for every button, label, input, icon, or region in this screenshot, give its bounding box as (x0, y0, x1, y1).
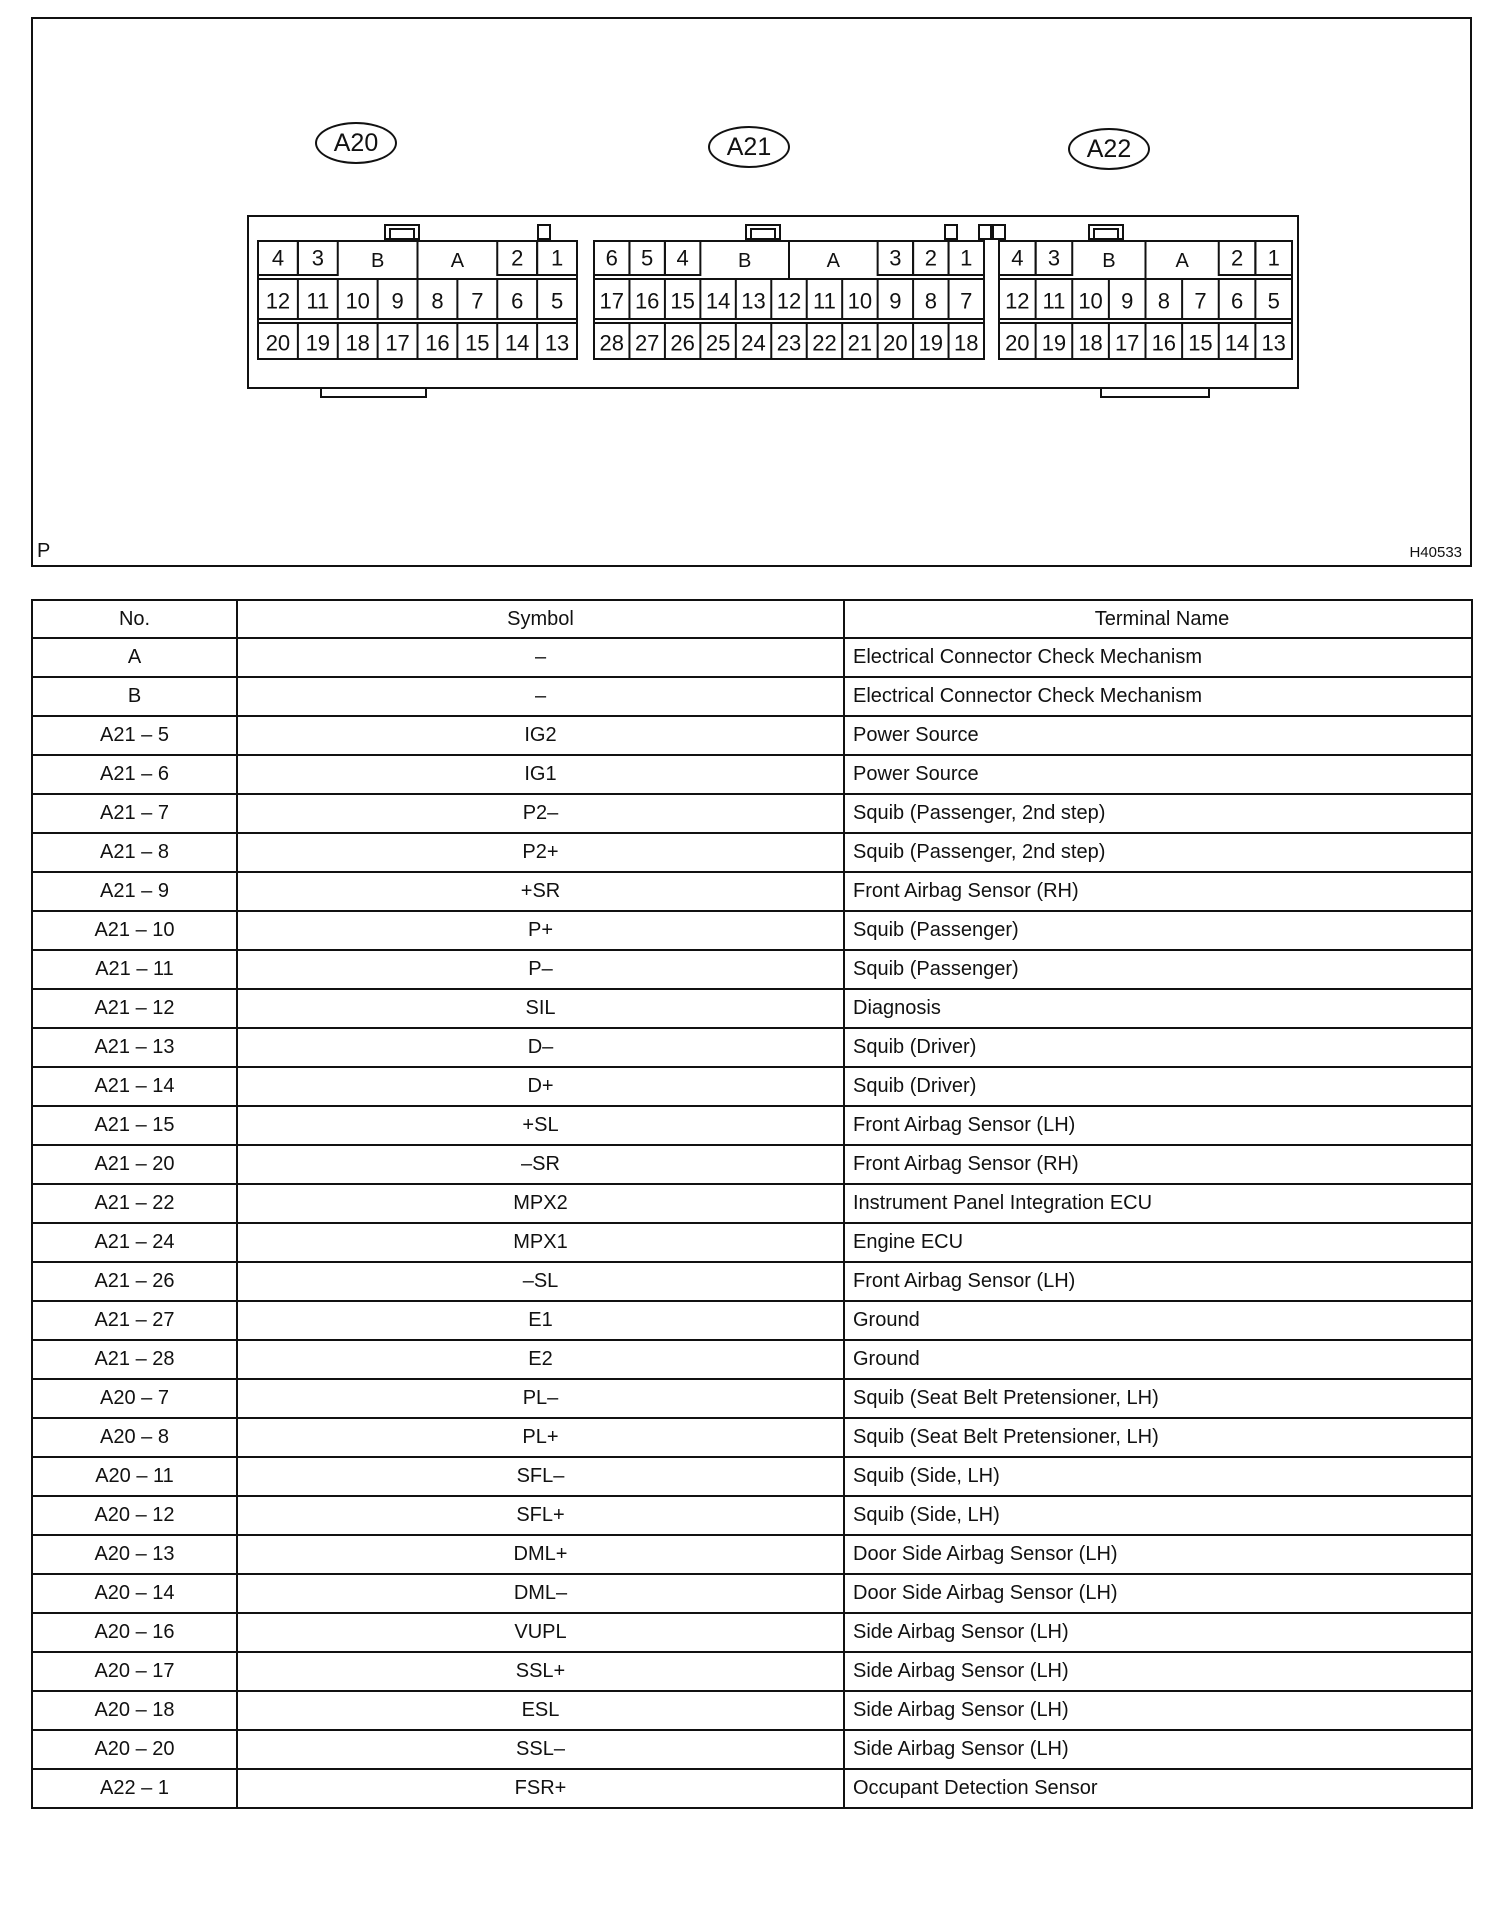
pin-label: 14 (705, 288, 731, 314)
pin-label: 20 (265, 330, 291, 356)
cell-no: A21 – 12 (32, 989, 237, 1028)
cell-terminal-name: Squib (Driver) (844, 1067, 1472, 1106)
figure-code: H40533 (1409, 544, 1462, 561)
table-row (32, 1145, 1472, 1184)
cell-terminal-name: Squib (Passenger, 2nd step) (844, 794, 1472, 833)
cell-no: A21 – 7 (32, 794, 237, 833)
cell-symbol: MPX2 (237, 1184, 844, 1223)
cell-terminal-name: Squib (Passenger) (844, 911, 1472, 950)
pin-label: 18 (1078, 330, 1103, 356)
pin-label: 20 (883, 330, 908, 356)
check-mechanism-b: B (738, 250, 752, 272)
corner-clip (993, 225, 1005, 239)
pin-label: 14 (504, 330, 530, 356)
cell-symbol: E1 (237, 1301, 844, 1340)
cell-symbol: D+ (237, 1067, 844, 1106)
pin-label: 11 (813, 288, 836, 314)
corner-clip (979, 225, 991, 239)
cell-symbol: +SR (237, 872, 844, 911)
pin-label: 9 (889, 288, 902, 314)
cell-terminal-name: Ground (844, 1340, 1472, 1379)
cell-no: A21 – 24 (32, 1223, 237, 1262)
cell-symbol: IG1 (237, 755, 844, 794)
table-row (32, 794, 1472, 833)
pin-label: 15 (670, 288, 695, 314)
cell-no: A21 – 22 (32, 1184, 237, 1223)
cell-symbol: ESL (237, 1691, 844, 1730)
cell-symbol: –SL (237, 1262, 844, 1301)
cell-symbol: FSR+ (237, 1769, 844, 1808)
pin-label: 16 (634, 288, 660, 314)
cell-no: A20 – 12 (32, 1496, 237, 1535)
pin-label: 18 (954, 330, 979, 356)
cell-no: A21 – 28 (32, 1340, 237, 1379)
cell-no: A21 – 9 (32, 872, 237, 911)
cell-symbol: – (237, 677, 844, 716)
cell-terminal-name: Power Source (844, 755, 1472, 794)
pin-label: 23 (776, 330, 802, 356)
cell-no: A20 – 20 (32, 1730, 237, 1769)
bottom-key (321, 388, 426, 397)
pin-label: 19 (918, 330, 944, 356)
header-terminal-name: Terminal Name (844, 600, 1472, 638)
pin-label: 1 (960, 245, 973, 271)
pin-label: 12 (776, 288, 802, 314)
pin-label: 9 (391, 288, 404, 314)
pin-label: 12 (265, 288, 291, 314)
connector-figure (31, 17, 1472, 567)
cell-terminal-name: Electrical Connector Check Mechanism (844, 677, 1472, 716)
cell-terminal-name: Power Source (844, 716, 1472, 755)
check-mechanism-a: A (1175, 250, 1189, 272)
pin-label: 16 (1151, 330, 1177, 356)
pin-label: 20 (1005, 330, 1030, 356)
pin-label: 13 (544, 330, 570, 356)
pin-label: 17 (599, 288, 624, 314)
pin-label: 12 (1005, 288, 1030, 314)
cell-terminal-name: Side Airbag Sensor (LH) (844, 1691, 1472, 1730)
cell-symbol: MPX1 (237, 1223, 844, 1262)
cell-symbol: SIL (237, 989, 844, 1028)
cell-terminal-name: Instrument Panel Integration ECU (844, 1184, 1472, 1223)
cell-terminal-name: Front Airbag Sensor (LH) (844, 1262, 1472, 1301)
pin-label: 6 (511, 288, 524, 314)
cell-terminal-name: Squib (Seat Belt Pretensioner, LH) (844, 1418, 1472, 1457)
cell-no: A20 – 14 (32, 1574, 237, 1613)
cell-no: B (32, 677, 237, 716)
pin-label: 16 (425, 330, 450, 356)
pin-label: 1 (1267, 245, 1280, 271)
pin-label: 7 (1194, 288, 1207, 314)
pin-label: 8 (924, 288, 937, 314)
table-row (32, 1184, 1472, 1223)
pin-label: 7 (960, 288, 973, 314)
cell-symbol: SSL+ (237, 1652, 844, 1691)
table-row (32, 1262, 1472, 1301)
pin-label: 4 (1011, 245, 1024, 271)
pin-label: 11 (306, 288, 330, 314)
pin-label: 14 (1224, 330, 1250, 356)
cell-no: A (32, 638, 237, 677)
pin-label: 6 (1230, 288, 1244, 314)
pin-label: 21 (847, 330, 873, 356)
cell-no: A20 – 17 (32, 1652, 237, 1691)
check-mechanism-b: B (370, 250, 385, 272)
pin-label: 6 (605, 245, 618, 271)
cell-no: A21 – 6 (32, 755, 237, 794)
check-mechanism-a: A (826, 250, 840, 272)
cell-no: A21 – 27 (32, 1301, 237, 1340)
table-row (32, 1574, 1472, 1613)
pin-label: 8 (431, 288, 444, 314)
pin-label: 5 (1267, 288, 1280, 314)
header-no: No. (32, 600, 237, 638)
cell-symbol: P– (237, 950, 844, 989)
pin-label: 2 (511, 245, 524, 271)
cell-no: A21 – 20 (32, 1145, 237, 1184)
pin-label: 27 (634, 330, 660, 356)
cell-symbol: PL+ (237, 1418, 844, 1457)
corner-clip (945, 225, 957, 239)
pin-label: 7 (471, 288, 484, 314)
terminal-table (31, 599, 1473, 1809)
cell-terminal-name: Squib (Passenger) (844, 950, 1472, 989)
pin-label: 8 (1157, 288, 1170, 314)
connector-label-a20: A20 (315, 122, 397, 164)
cell-symbol: SSL– (237, 1730, 844, 1769)
table-row (32, 716, 1472, 755)
table-row (32, 989, 1472, 1028)
cell-no: A21 – 10 (32, 911, 237, 950)
table-row (32, 1457, 1472, 1496)
cell-symbol: E2 (237, 1340, 844, 1379)
pin-label: 3 (889, 245, 902, 271)
pin-label: 4 (271, 245, 285, 271)
cell-no: A22 – 1 (32, 1769, 237, 1808)
cell-terminal-name: Side Airbag Sensor (LH) (844, 1730, 1472, 1769)
pin-label: 5 (641, 245, 654, 271)
connector-diagram (33, 19, 1470, 565)
pin-label: 19 (305, 330, 331, 356)
table-row (32, 950, 1472, 989)
table-row (32, 1691, 1472, 1730)
pin-label: 17 (1114, 330, 1140, 356)
pin-label: 10 (1078, 288, 1103, 314)
table-row (32, 911, 1472, 950)
cell-terminal-name: Side Airbag Sensor (LH) (844, 1613, 1472, 1652)
corner-mark: P (37, 540, 51, 562)
cell-terminal-name: Electrical Connector Check Mechanism (844, 638, 1472, 677)
cell-terminal-name: Squib (Seat Belt Pretensioner, LH) (844, 1379, 1472, 1418)
cell-terminal-name: Occupant Detection Sensor (844, 1769, 1472, 1808)
cell-terminal-name: Ground (844, 1301, 1472, 1340)
pin-label: 25 (705, 330, 731, 356)
table-row (32, 1223, 1472, 1262)
cell-symbol: –SR (237, 1145, 844, 1184)
corner-clip (538, 225, 550, 239)
cell-symbol: P+ (237, 911, 844, 950)
pin-label: 26 (670, 330, 695, 356)
table-row (32, 1730, 1472, 1769)
cell-symbol: VUPL (237, 1613, 844, 1652)
pin-label: 17 (385, 330, 410, 356)
table-row (32, 1418, 1472, 1457)
cell-terminal-name: Door Side Airbag Sensor (LH) (844, 1535, 1472, 1574)
cell-no: A21 – 8 (32, 833, 237, 872)
pin-label: 24 (741, 330, 766, 356)
pin-label: 3 (1047, 245, 1061, 271)
cell-symbol: P2+ (237, 833, 844, 872)
table-row (32, 833, 1472, 872)
cell-no: A21 – 13 (32, 1028, 237, 1067)
bottom-key (1101, 388, 1209, 397)
check-mechanism-b: B (1102, 250, 1116, 272)
table-row (32, 1613, 1472, 1652)
pin-label: 15 (465, 330, 490, 356)
table-row (32, 677, 1472, 716)
cell-symbol: DML– (237, 1574, 844, 1613)
cell-symbol: SFL+ (237, 1496, 844, 1535)
table-row (32, 755, 1472, 794)
table-row (32, 1301, 1472, 1340)
pin-label: 4 (676, 245, 689, 271)
check-mechanism-a: A (450, 250, 465, 272)
cell-terminal-name: Side Airbag Sensor (LH) (844, 1652, 1472, 1691)
table-row (32, 1379, 1472, 1418)
pin-label: 18 (345, 330, 370, 356)
cell-no: A21 – 14 (32, 1067, 237, 1106)
table-row (32, 1496, 1472, 1535)
table-row (32, 1106, 1472, 1145)
pin-label: 13 (1261, 330, 1286, 356)
pin-label: 10 (847, 288, 873, 314)
header-symbol: Symbol (237, 600, 844, 638)
table-row (32, 872, 1472, 911)
cell-terminal-name: Front Airbag Sensor (RH) (844, 872, 1472, 911)
cell-symbol: DML+ (237, 1535, 844, 1574)
cell-terminal-name: Door Side Airbag Sensor (LH) (844, 1574, 1472, 1613)
cell-terminal-name: Engine ECU (844, 1223, 1472, 1262)
table-row (32, 638, 1472, 677)
cell-no: A20 – 13 (32, 1535, 237, 1574)
table-header-row (32, 600, 1472, 638)
cell-no: A21 – 5 (32, 716, 237, 755)
cell-terminal-name: Squib (Side, LH) (844, 1457, 1472, 1496)
pin-label: 3 (311, 245, 324, 271)
table-row (32, 1535, 1472, 1574)
cell-no: A20 – 8 (32, 1418, 237, 1457)
cell-terminal-name: Squib (Passenger, 2nd step) (844, 833, 1472, 872)
cell-terminal-name: Diagnosis (844, 989, 1472, 1028)
pin-label: 1 (550, 245, 564, 271)
cell-terminal-name: Squib (Driver) (844, 1028, 1472, 1067)
cell-no: A20 – 11 (32, 1457, 237, 1496)
pin-label: 5 (550, 288, 564, 314)
pin-label: 15 (1188, 330, 1213, 356)
table-row (32, 1652, 1472, 1691)
table-row (32, 1067, 1472, 1106)
connector-label-a22: A22 (1068, 128, 1150, 170)
pin-label: 10 (345, 288, 370, 314)
table-row (32, 1028, 1472, 1067)
cell-symbol: P2– (237, 794, 844, 833)
cell-symbol: SFL– (237, 1457, 844, 1496)
cell-terminal-name: Front Airbag Sensor (RH) (844, 1145, 1472, 1184)
pin-label: 13 (741, 288, 766, 314)
cell-no: A20 – 16 (32, 1613, 237, 1652)
table-row (32, 1769, 1472, 1808)
cell-terminal-name: Squib (Side, LH) (844, 1496, 1472, 1535)
cell-symbol: PL– (237, 1379, 844, 1418)
pin-label: 28 (599, 330, 624, 356)
cell-no: A21 – 11 (32, 950, 237, 989)
connector-label-a21: A21 (708, 126, 790, 168)
cell-no: A21 – 26 (32, 1262, 237, 1301)
cell-no: A20 – 18 (32, 1691, 237, 1730)
pin-label: 11 (1042, 288, 1066, 314)
pin-label: 2 (1230, 245, 1244, 271)
pin-label: 19 (1041, 330, 1067, 356)
pin-label: 22 (812, 330, 837, 356)
cell-terminal-name: Front Airbag Sensor (LH) (844, 1106, 1472, 1145)
cell-symbol: +SL (237, 1106, 844, 1145)
cell-no: A20 – 7 (32, 1379, 237, 1418)
cell-symbol: IG2 (237, 716, 844, 755)
cell-symbol: D– (237, 1028, 844, 1067)
pin-label: 9 (1121, 288, 1134, 314)
pin-label: 2 (924, 245, 937, 271)
cell-no: A21 – 15 (32, 1106, 237, 1145)
cell-symbol: – (237, 638, 844, 677)
table-row (32, 1340, 1472, 1379)
